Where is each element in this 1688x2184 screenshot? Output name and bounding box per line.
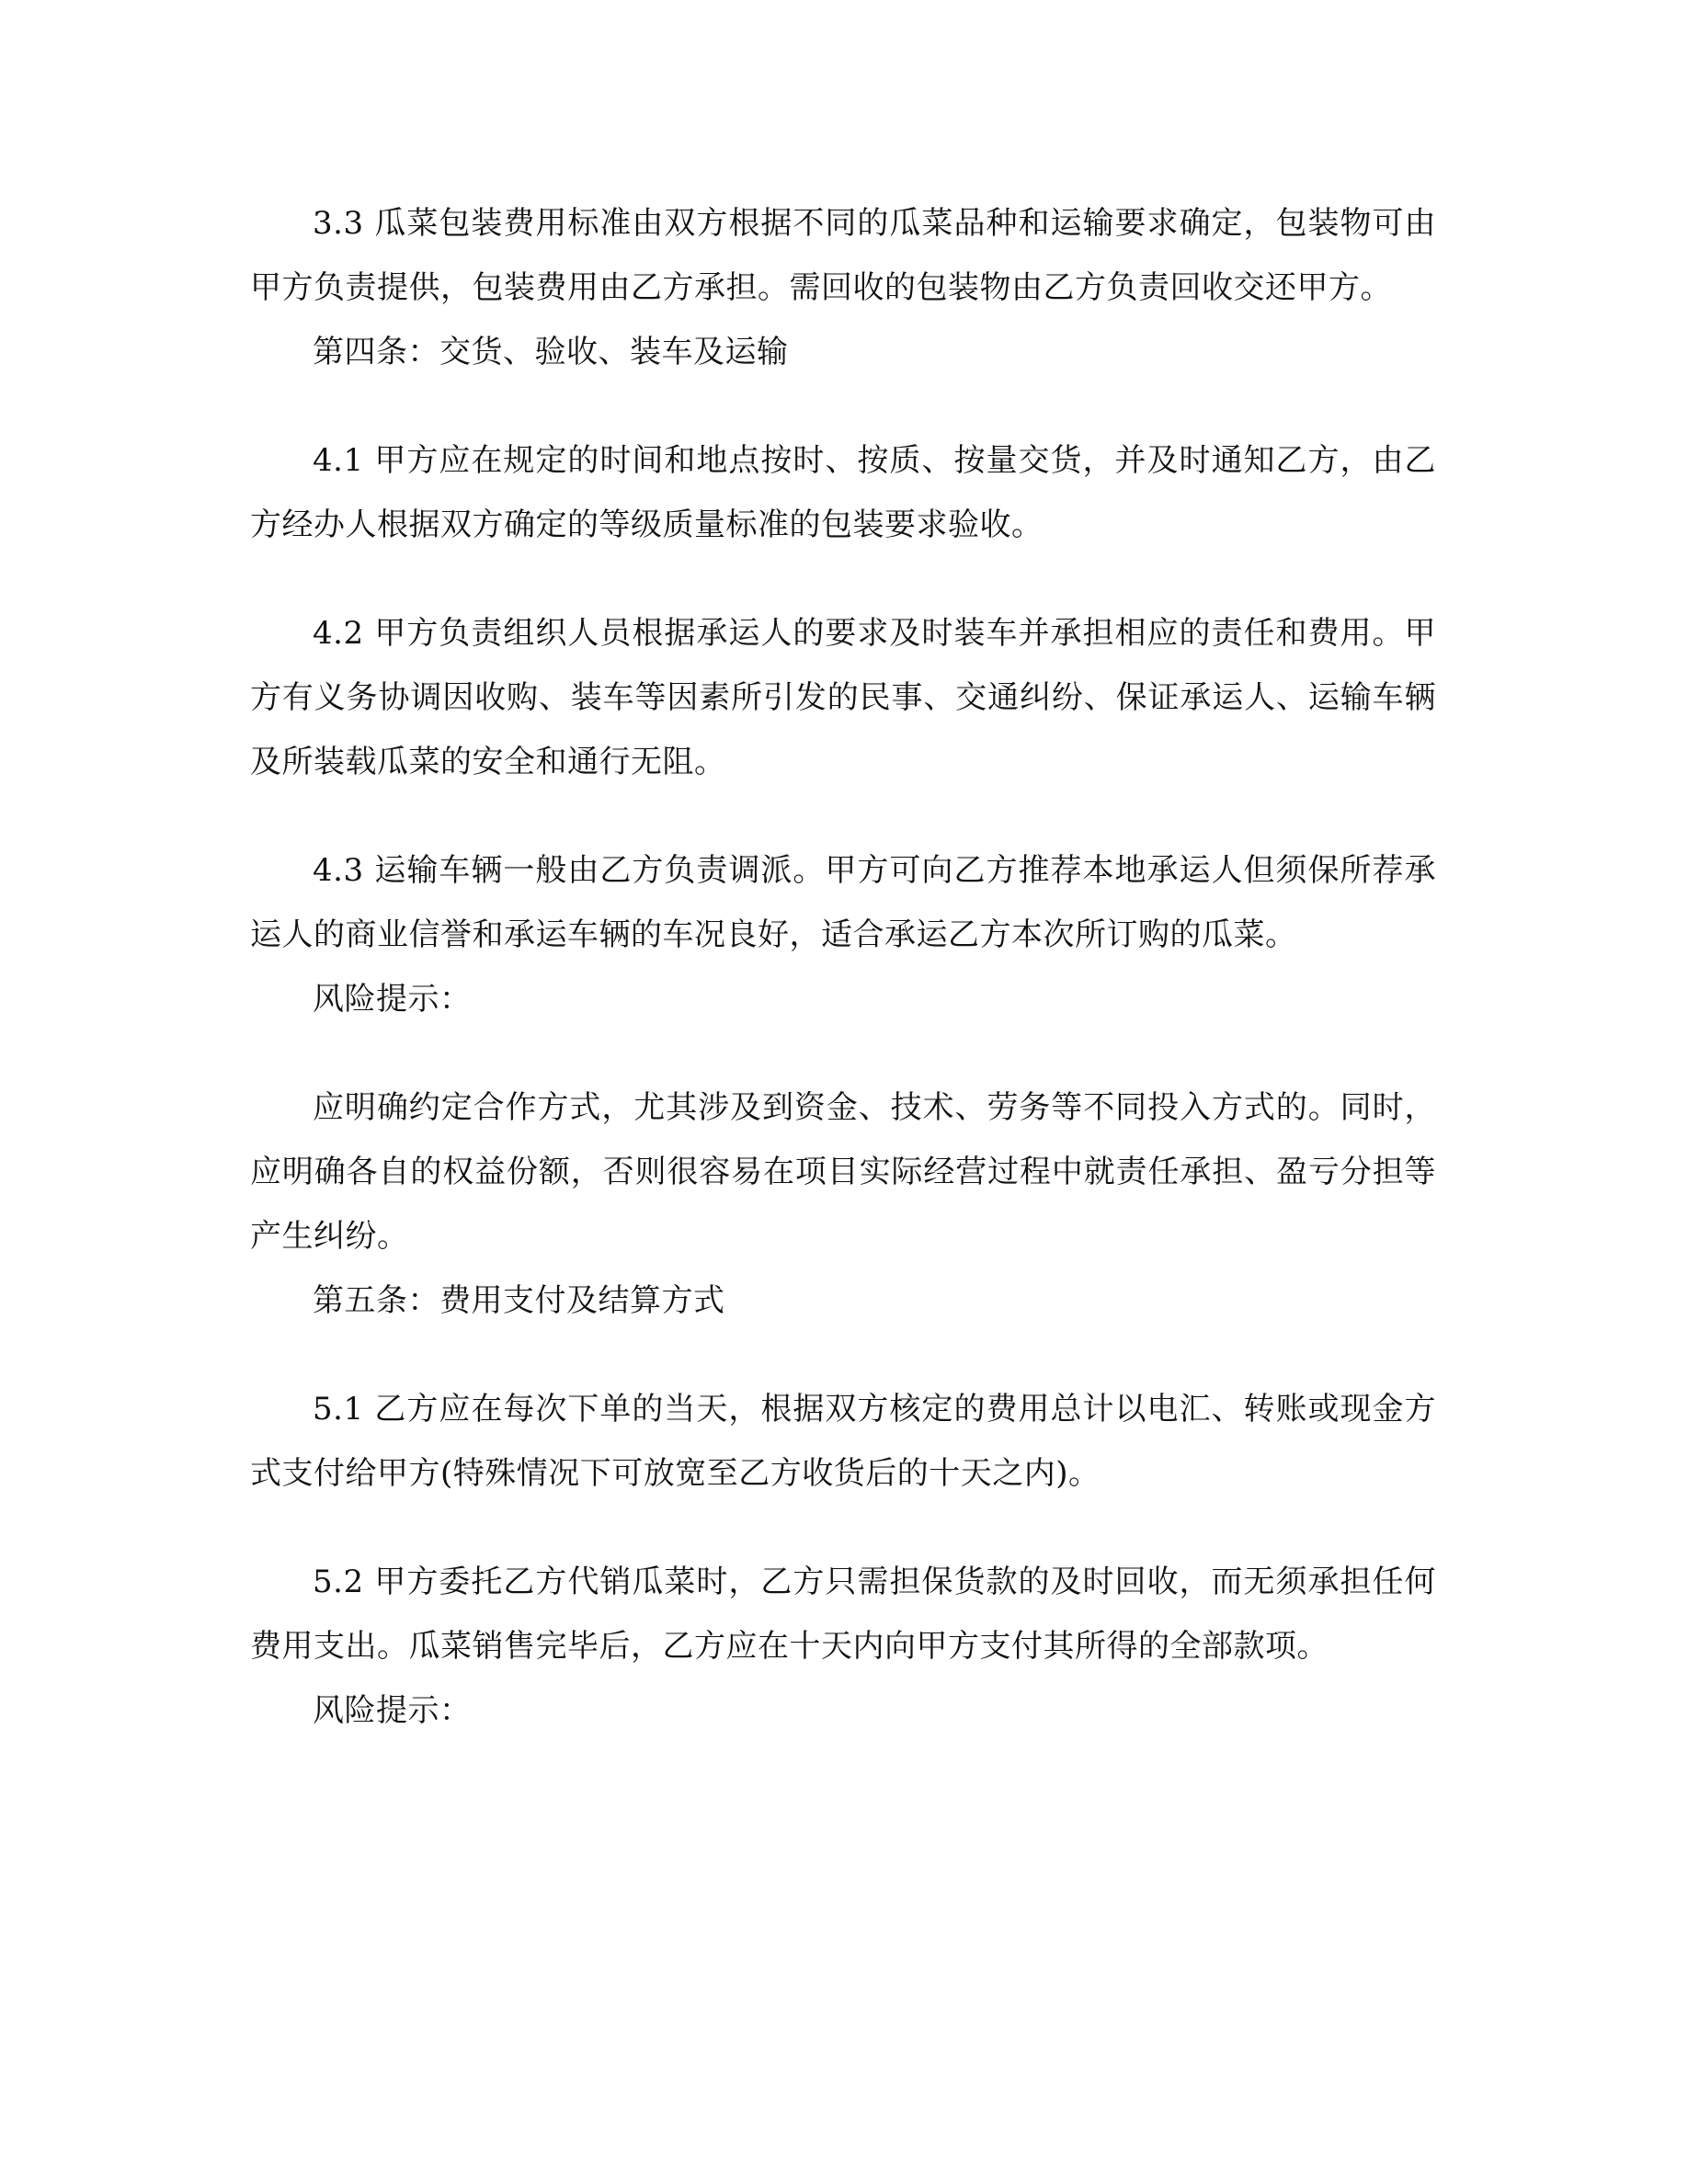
paragraph-5-1: 5.1 乙方应在每次下单的当天，根据双方核定的费用总计以电汇、转账或现金方式支付给甲方(特殊情况下可放宽至乙方收货后的十天之内)。 bbox=[250, 1391, 1436, 1492]
document-body bbox=[250, 191, 1436, 1743]
paragraph-4-1: 4.1 甲方应在规定的时间和地点按时、按质、按量交货，并及时通知乙方，由乙方经办人根据双方确定的等级质量标准的包装要求验收。 bbox=[250, 442, 1436, 543]
section-heading-article-4: 第四条：交货、验收、装车及运输 bbox=[313, 334, 789, 370]
risk-notice-heading-2: 风险提示： bbox=[313, 1692, 472, 1729]
paragraph-4-2: 4.2 甲方负责组织人员根据承运人的要求及时装车并承担相应的责任和费用。甲方有义务协调因收购、装车等因素所引发的民事、交通纠纷、保证承运人、运输车辆及所装载瓜菜的安全和通行无阻。 bbox=[250, 615, 1436, 780]
paragraph-4-3: 4.3 运输车辆一般由乙方负责调派。甲方可向乙方推荐本地承运人但须保所荐承运人的商业信誉和承运车辆的车况良好，适合承运乙方本次所订购的瓜菜。 bbox=[250, 852, 1436, 953]
risk-notice-paragraph: 应明确约定合作方式，尤其涉及到资金、技术、劳务等不同投入方式的。同时，应明确各自的权益份额，否则很容易在项目实际经营过程中就责任承担、盈亏分担等产生纠纷。 bbox=[250, 1089, 1436, 1255]
paragraph-5-2: 5.2 甲方委托乙方代销瓜菜时，乙方只需担保货款的及时回收，而无须承担任何费用支出。瓜菜销售完毕后，乙方应在十天内向甲方支付其所得的全部款项。 bbox=[250, 1564, 1436, 1665]
paragraph-3-3: 3.3 瓜菜包装费用标准由双方根据不同的瓜菜品种和运输要求确定，包装物可由甲方负责提供，包装费用由乙方承担。需回收的包装物由乙方负责回收交还甲方。 bbox=[250, 205, 1436, 306]
risk-notice-heading-1: 风险提示： bbox=[313, 981, 472, 1018]
section-heading-article-5: 第五条：费用支付及结算方式 bbox=[313, 1282, 725, 1319]
